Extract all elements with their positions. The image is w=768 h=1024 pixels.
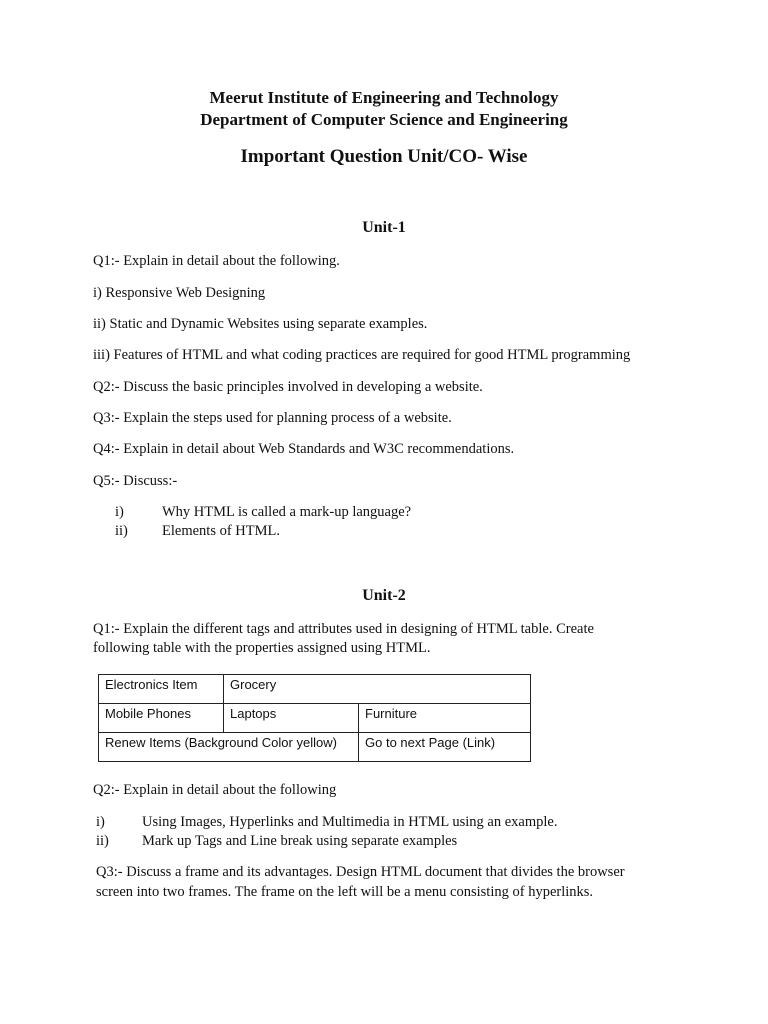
table-cell-renew-items: Renew Items (Background Color yellow) (99, 733, 359, 762)
unit1-q4: Q4:- Explain in detail about Web Standards and W3C recommendations. (93, 441, 515, 457)
unit1-q2: Q2:- Discuss the basic principles involved in developing a website. (93, 379, 483, 395)
unit2-q2-item-text-2: Mark up Tags and Line break using separate examples (142, 833, 458, 849)
unit2-q3-line2: screen into two frames. The frame on the left will be a menu consisting of hyperlinks. (96, 884, 594, 900)
unit1-q5-item-num-1: i) (115, 504, 124, 520)
unit1-heading: Unit-1 (362, 219, 406, 236)
table-cell-mobile-phones: Mobile Phones (99, 704, 224, 733)
institute-name: Meerut Institute of Engineering and Technology (209, 88, 559, 107)
table-row (99, 704, 531, 733)
table-cell-electronics-item: Electronics Item (99, 675, 224, 704)
unit2-heading: Unit-2 (362, 587, 406, 604)
table-cell-grocery: Grocery (224, 675, 531, 704)
unit2-q1-line1: Q1:- Explain the different tags and attributes used in designing of HTML table. Create (93, 621, 594, 637)
table-row (99, 733, 531, 762)
unit2-q2-item-num-2: ii) (96, 833, 109, 849)
page-title: Important Question Unit/CO- Wise (240, 146, 528, 167)
table-row (99, 675, 531, 704)
unit1-q5-item-num-2: ii) (115, 523, 128, 539)
unit1-q1-item-3: iii) Features of HTML and what coding practices are required for good HTML programming (93, 347, 631, 363)
unit1-q1: Q1:- Explain in detail about the following. (93, 253, 340, 269)
table-cell-next-page-link: Go to next Page (Link) (359, 733, 531, 762)
unit1-q5-item-text-1: Why HTML is called a mark-up language? (162, 504, 412, 520)
unit2-q2-item-text-1: Using Images, Hyperlinks and Multimedia in HTML using an example. (142, 814, 558, 830)
unit2-q2: Q2:- Explain in detail about the following (93, 782, 337, 798)
department-name: Department of Computer Science and Engineering (200, 110, 568, 129)
table-cell-laptops: Laptops (224, 704, 359, 733)
sample-table (98, 674, 531, 762)
unit2-q1-line2: following table with the properties assigned using HTML. (93, 640, 431, 656)
unit1-q1-item-1: i) Responsive Web Designing (93, 285, 266, 301)
unit2-q2-item-num-1: i) (96, 814, 105, 830)
unit1-q3: Q3:- Explain the steps used for planning process of a website. (93, 410, 452, 426)
unit1-q5: Q5:- Discuss:- (93, 473, 178, 489)
unit1-q5-item-text-2: Elements of HTML. (162, 523, 280, 539)
table-cell-furniture: Furniture (359, 704, 531, 733)
unit2-q3-line1: Q3:- Discuss a frame and its advantages. Design HTML document that divides the browser (96, 864, 625, 880)
unit1-q1-item-2: ii) Static and Dynamic Websites using separate examples. (93, 316, 428, 332)
